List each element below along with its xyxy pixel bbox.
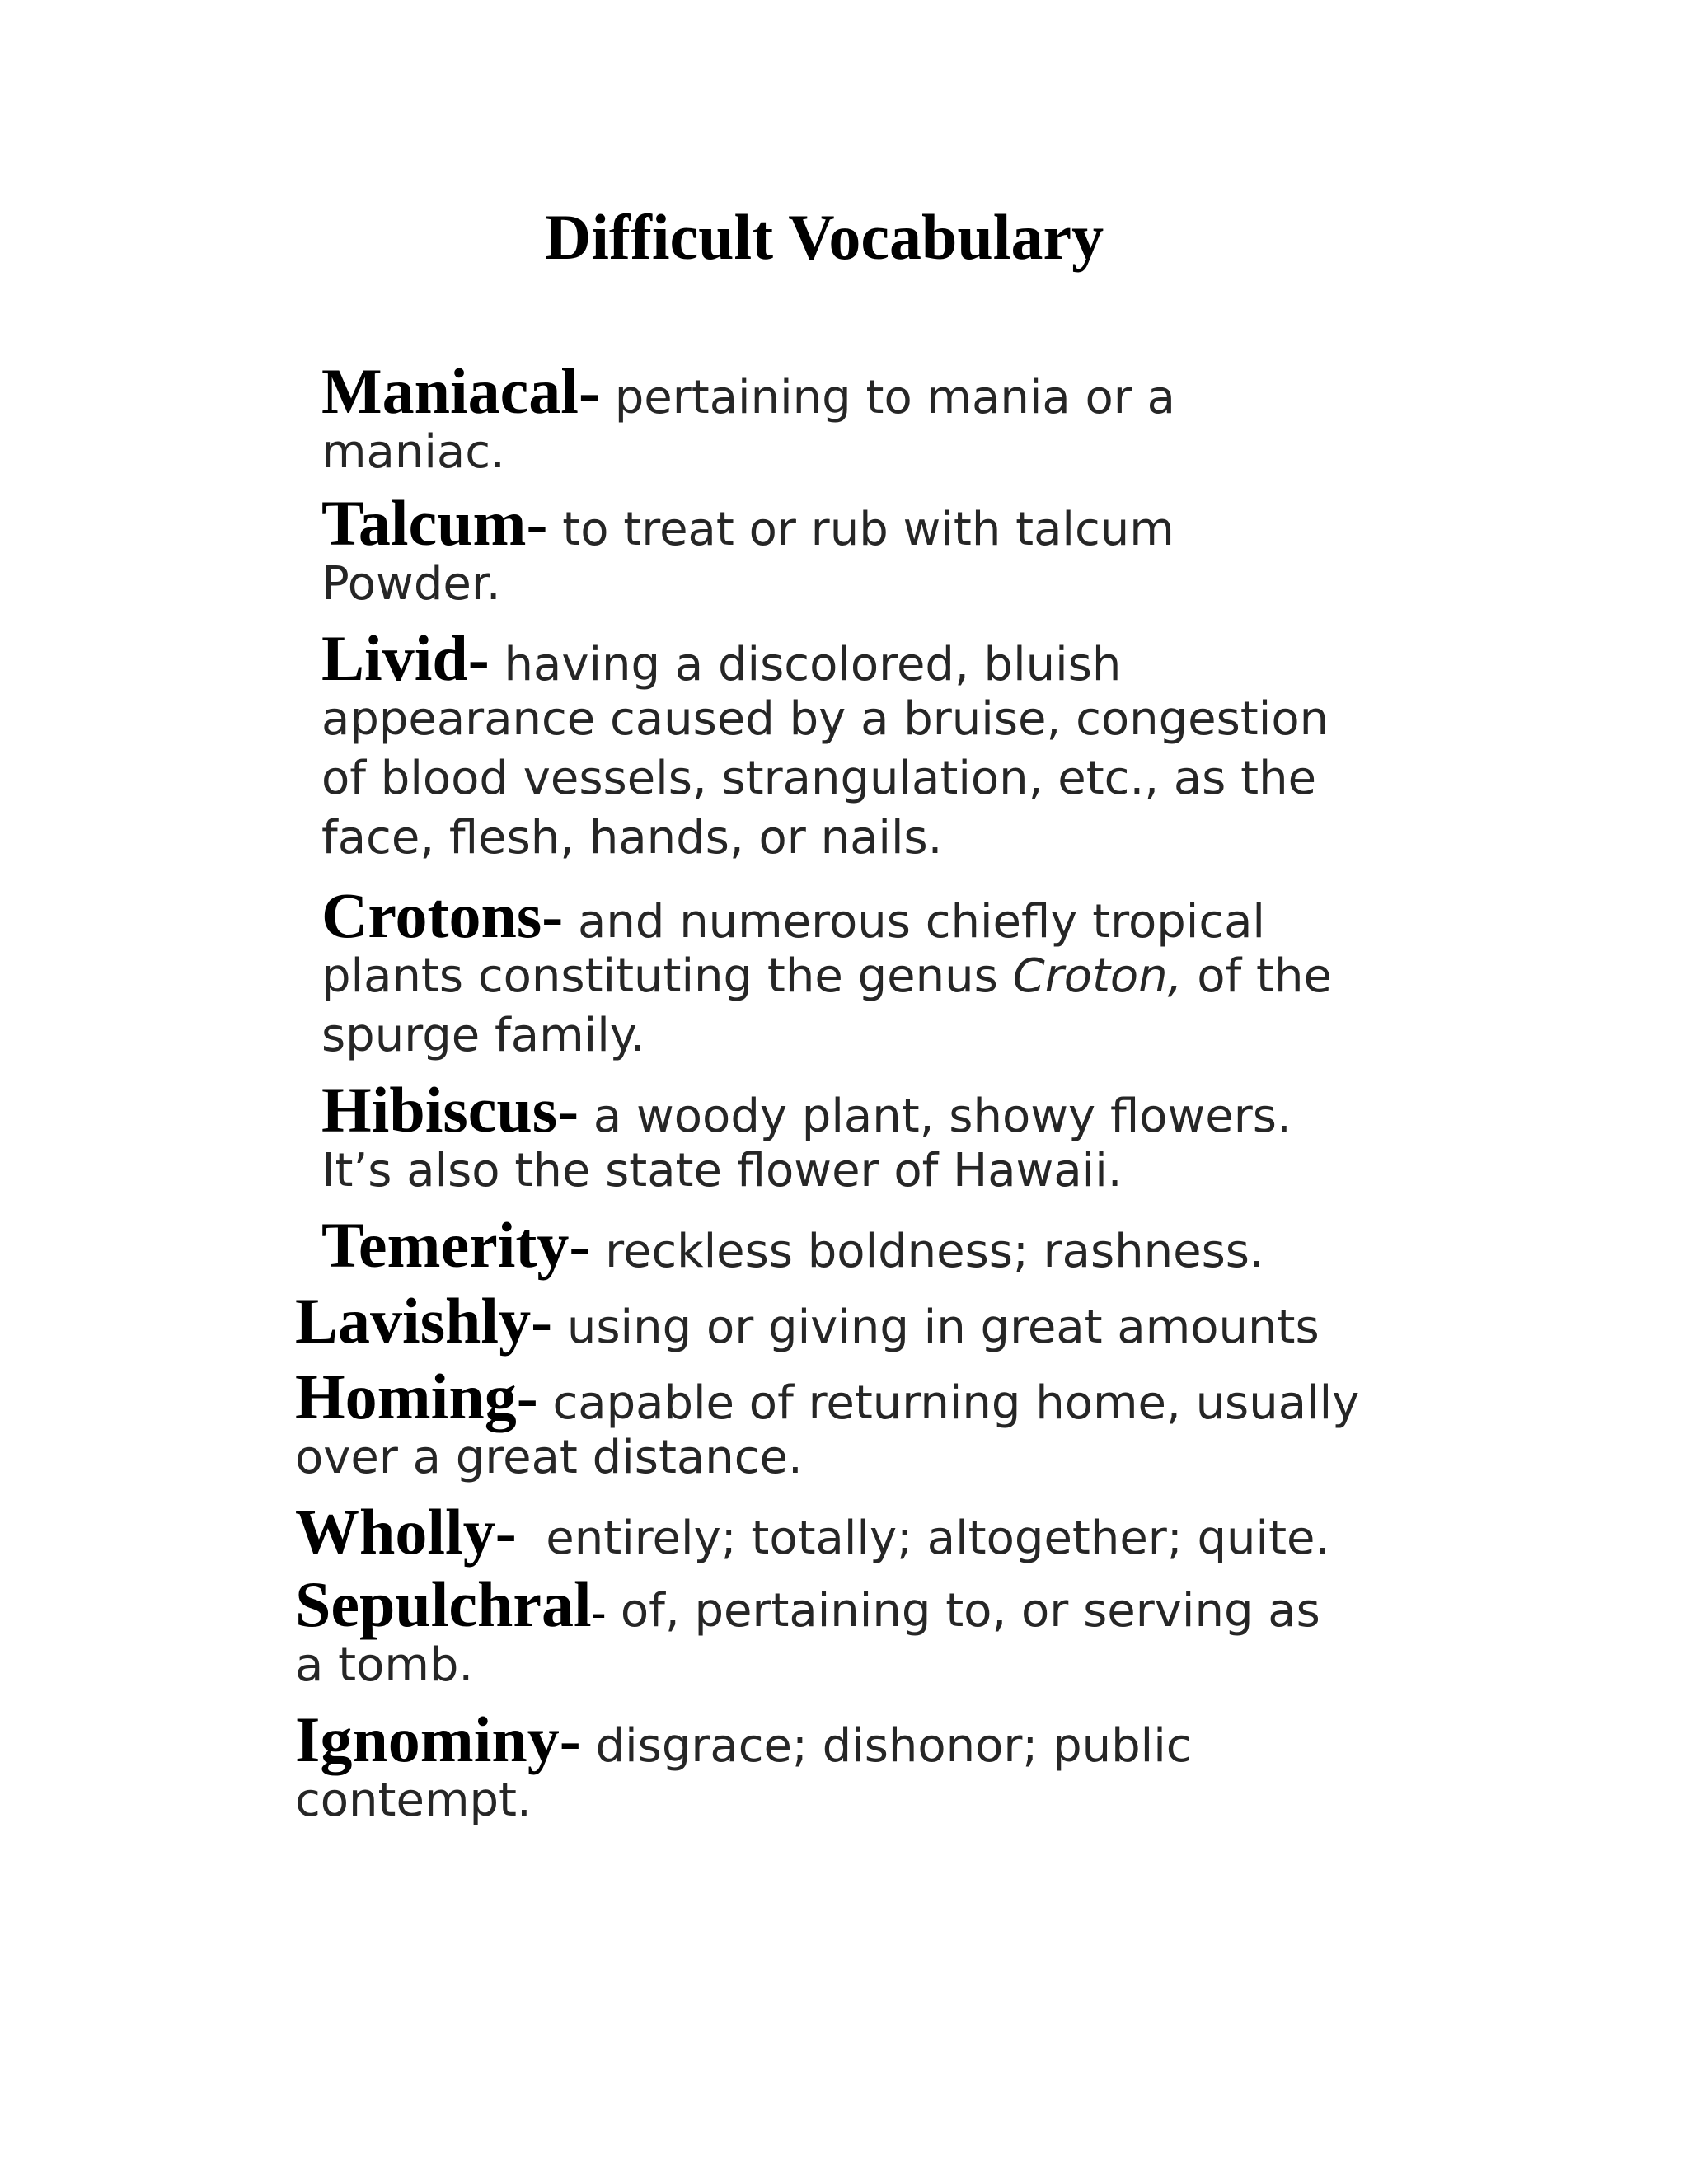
genus-name-croton: Croton, [1012, 949, 1183, 1003]
vocab-entry-wholly [295, 1496, 1330, 1568]
definition-sepulchral-line2: a tomb. [295, 1638, 474, 1692]
definition-livid-line1: having a discolored, bluish [489, 638, 1122, 691]
term-temerity: Temerity- [321, 1209, 591, 1281]
vocab-entry-homing [295, 1361, 1360, 1488]
definition-livid-line2: appearance caused by a bruise, congestion [321, 692, 1329, 746]
definition-temerity-line1: reckless boldness; rashness. [590, 1225, 1264, 1278]
term-wholly: Wholly- [295, 1496, 517, 1568]
term-lavishly: Lavishly- [295, 1285, 553, 1357]
definition-talcum-line2: Powder. [321, 557, 501, 611]
definition-maniacal-line1: pertaining to mania or a [599, 371, 1175, 424]
definition-maniacal-line2: maniac. [321, 425, 505, 479]
term-sepulchral: Sepulchral [295, 1568, 592, 1640]
term-ignominy: Ignominy- [295, 1704, 581, 1775]
term-livid: Livid- [321, 622, 490, 694]
term-maniacal: Maniacal- [321, 355, 600, 427]
page-title: Difficult Vocabulary [544, 201, 1104, 273]
vocab-entry-talcum [321, 487, 1175, 615]
definition-lavishly-line1: using or giving in great amounts [552, 1301, 1320, 1354]
term-homing: Homing- [295, 1361, 538, 1432]
definition-crotons-line2-post: of the [1182, 949, 1332, 1003]
vocab-entry-crotons [321, 879, 1332, 1065]
definition-homing-line2: over a great distance. [295, 1431, 803, 1484]
definition-sepulchral-line1: of, pertaining to, or serving as [606, 1584, 1320, 1638]
definition-ignominy-line2: contempt. [295, 1774, 532, 1827]
definition-hibiscus-line1: a woody plant, showy flowers. [579, 1090, 1292, 1143]
definition-talcum-line1: to treat or rub with talcum [547, 503, 1175, 556]
definition-crotons-line1: and numerous chiefly tropical [563, 895, 1265, 949]
vocab-entry-temerity [321, 1209, 1264, 1281]
term-talcum: Talcum- [321, 487, 548, 559]
definition-livid-line4: face, flesh, hands, or nails. [321, 811, 943, 865]
definition-crotons-line2-pre: plants constituting the genus [321, 949, 1013, 1003]
vocab-entry-livid [321, 622, 1329, 867]
term-hibiscus: Hibiscus- [321, 1074, 579, 1146]
term-crotons: Crotons- [321, 879, 564, 951]
vocab-entry-lavishly [295, 1285, 1320, 1357]
definition-ignominy-line1: disgrace; dishonor; public [580, 1719, 1192, 1773]
definition-hibiscus-line2: It’s also the state flower of Hawaii. [321, 1144, 1123, 1197]
definition-crotons-line2 [321, 946, 1332, 1005]
vocab-entry-sepulchral [295, 1568, 1320, 1696]
definition-livid-line3: of blood vessels, strangulation, etc., as the [321, 752, 1317, 805]
vocab-entry-ignominy [295, 1704, 1192, 1831]
vocab-entry-hibiscus [321, 1074, 1292, 1202]
definition-homing-line1: capable of returning home, usually [537, 1376, 1360, 1430]
definition-crotons-line3: spurge family. [321, 1009, 645, 1062]
definition-wholly-line1: entirely; totally; altogether; quite. [516, 1511, 1330, 1565]
vocab-entry-maniacal [321, 355, 1175, 483]
term-sepulchral-dash: - [591, 1589, 607, 1636]
